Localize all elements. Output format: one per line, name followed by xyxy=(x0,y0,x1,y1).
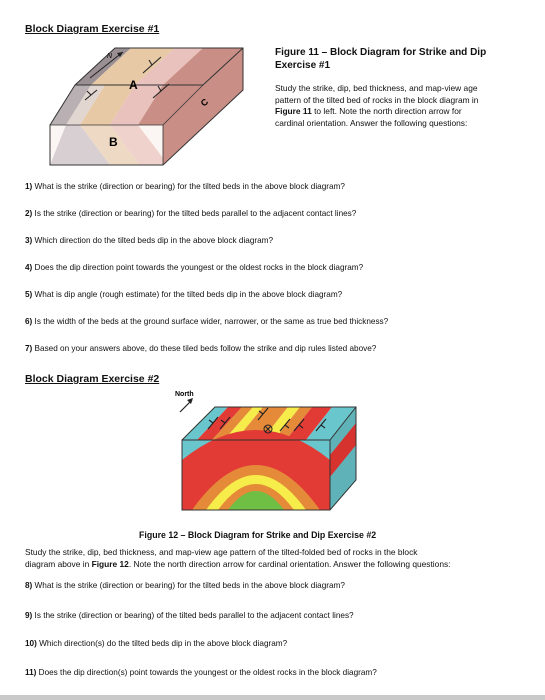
question-text: Is the width of the beds at the ground surface wider, narrower, or the same as true bed thickness? xyxy=(32,317,389,326)
question-text: Is the strike (direction or bearing) of the tilted beds parallel to the adjacent contact lines? xyxy=(32,611,354,620)
question-text: What is dip angle (rough estimate) for the tilted beds dip in the above block diagram? xyxy=(32,290,343,299)
description-line: Figure 11 to left. Note the north direction arrow for xyxy=(275,106,462,116)
question-1 xyxy=(25,181,345,192)
figure11-title-line: Figure 11 – Block Diagram for Strike and Dip xyxy=(275,47,487,58)
description-line: cardinal orientation. Answer the following questions: xyxy=(275,117,468,128)
question-text: Is the strike (direction or bearing) for the tilted beds parallel to the adjacent contact lines? xyxy=(32,209,357,218)
description-line: Study the strike, dip, bed thickness, and map-view age xyxy=(275,83,478,93)
question-number: 9) xyxy=(25,611,33,620)
north-arrow-head-icon xyxy=(187,398,193,404)
question-number: 7) xyxy=(25,344,33,353)
question-number: 6) xyxy=(25,317,33,326)
question-number: 4) xyxy=(25,263,33,272)
question-number: 3) xyxy=(25,236,33,245)
north-label: North xyxy=(175,391,194,398)
question-4 xyxy=(25,262,363,273)
description-line: pattern of the tilted bed of rocks in the block diagram in xyxy=(275,94,479,105)
question-8 xyxy=(25,580,345,591)
north-label: N xyxy=(107,53,113,60)
question-11 xyxy=(25,667,377,678)
page-bottom-divider xyxy=(0,695,545,700)
question-3 xyxy=(25,235,273,246)
question-5 xyxy=(25,289,342,300)
question-9 xyxy=(25,610,354,621)
description-line xyxy=(25,559,530,571)
label-a: A xyxy=(129,78,138,92)
description-segment: diagram above in xyxy=(25,558,92,569)
figure12-description xyxy=(25,547,530,570)
question-2 xyxy=(25,208,356,219)
question-6 xyxy=(25,316,388,327)
figure11-ref: Figure 11 xyxy=(275,106,312,116)
question-text: Which direction(s) do the tilted beds dip in the above block diagram? xyxy=(36,639,288,648)
question-number: 2) xyxy=(25,209,33,218)
question-number: 5) xyxy=(25,290,33,299)
question-text: What is the strike (direction or bearing) for the tilted beds in the above block diagram? xyxy=(32,182,345,191)
figure12-title: Figure 12 – Block Diagram for Strike and Dip Exercise #2 xyxy=(139,530,377,540)
figure11-description xyxy=(275,83,537,129)
figure11-title-line: Exercise #1 xyxy=(275,60,331,71)
question-number: 8) xyxy=(25,581,33,590)
section2-title: Block Diagram Exercise #2 xyxy=(25,373,160,385)
label-b: B xyxy=(109,135,118,149)
description-segment: . Note the north direction arrow for cardinal orientation. Answer the following questions: xyxy=(128,558,451,569)
figure11-title xyxy=(275,46,486,72)
question-text: Based on your answers above, do these tiled beds follow the strike and dip rules listed above? xyxy=(32,344,377,353)
description-line: Study the strike, dip, bed thickness, and map-view age pattern of the tilted-folded bed of rocks in the block xyxy=(25,547,418,557)
section1-title: Block Diagram Exercise #1 xyxy=(25,23,160,35)
question-number: 11) xyxy=(25,668,37,677)
label-c: C xyxy=(198,96,211,109)
question-7 xyxy=(25,343,376,354)
figure12-ref: Figure 12 xyxy=(91,558,129,569)
question-number: 10) xyxy=(25,639,37,648)
question-text: Which direction do the tilted beds dip in the above block diagram? xyxy=(32,236,274,245)
figure11-block-diagram xyxy=(45,40,275,175)
question-10 xyxy=(25,638,287,649)
question-number: 1) xyxy=(25,182,33,191)
question-text: Does the dip direction point towards the youngest or the oldest rocks in the block diagram? xyxy=(32,263,364,272)
question-text: What is the strike (direction or bearing) for the tilted beds in the above block diagram? xyxy=(32,581,345,590)
question-text: Does the dip direction(s) point towards the youngest or the oldest rocks in the block diagram? xyxy=(36,668,377,677)
figure12-block-diagram xyxy=(170,385,370,520)
